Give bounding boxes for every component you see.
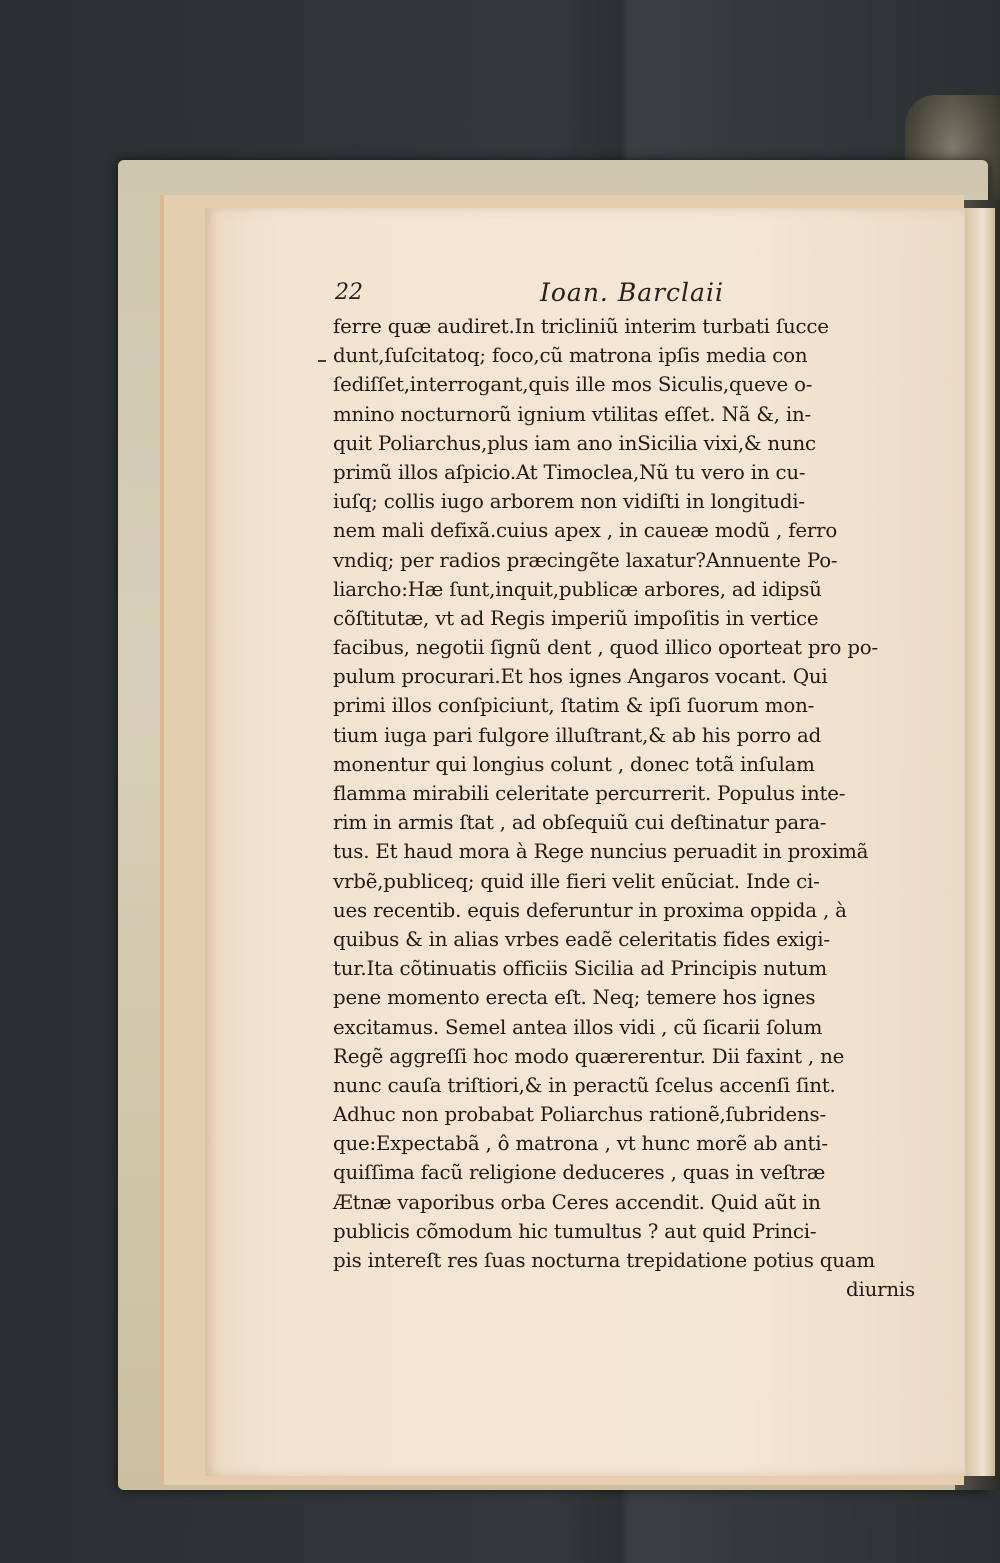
text-line: tium iuga pari fulgore illuſtrant,& ab his porro ad: [333, 723, 822, 747]
text-line: dunt,ſuſcitatoq; foco,cũ matrona ipſis media con: [333, 344, 808, 368]
margin-mark: [318, 360, 326, 362]
text-line: pene momento erecta eſt. Neq; temere hos ignes: [333, 986, 816, 1010]
text-line: flamma mirabili celeritate percurrerit. Populus inte-: [333, 782, 846, 805]
text-line: quiſſima facũ religione deduceres , quas in veſtræ: [333, 1161, 826, 1185]
text-line: nem mali defixã.cuius apex , in caueæ modũ , ferro: [333, 519, 838, 543]
text-line: tur.Ita cõtinuatis officiis Sicilia ad Principis nutum: [333, 957, 827, 981]
text-line: quit Poliarchus,plus iam ano inSicilia vixi,& nunc: [333, 431, 816, 455]
text-line: que:Expectabã , ô matrona , vt hunc morẽ ab anti-: [333, 1132, 828, 1156]
catchword: diurnis: [845, 1278, 915, 1302]
page-fore-edge: [965, 208, 995, 1476]
text-line: tus. Et haud mora à Rege nuncius peruadit in proximã: [333, 840, 869, 864]
text-line: facibus, negotii ſignũ dent , quod illico oporteat pro po-: [333, 636, 878, 660]
text-line: Adhuc non probabat Poliarchus rationẽ,ſubridens-: [333, 1103, 826, 1127]
text-line: quibus & in alias vrbes eadẽ celeritatis fides exigi-: [333, 927, 830, 951]
text-line: primi illos conſpiciunt, ſtatim & ipſi ſuorum mon-: [333, 694, 815, 718]
running-head: [325, 280, 925, 316]
text-line: nunc cauſa triſtiori,& in peractũ ſcelus accenſi ſint.: [333, 1073, 836, 1097]
running-title: Ioan. Barclaii: [540, 278, 724, 307]
text-line: primũ illos aſpicio.At Timoclea,Nũ tu vero in cu-: [333, 460, 806, 484]
text-line: ſediſſet,interrogant,quis ille mos Siculis,queve o-: [333, 373, 813, 397]
text-line: Ætnæ vaporibus orba Ceres accendit. Quid aũt in: [333, 1190, 821, 1214]
text-block: [333, 312, 923, 1304]
text-line: rim in armis ſtat , ad obſequiũ cui deſtinatur para-: [333, 811, 827, 835]
text-line: mnino nocturnorũ ignium vtilitas eſſet. Nã &, in-: [333, 402, 811, 426]
text-line: vrbẽ,publiceq; quid ille fieri velit enũciat. Inde ci-: [333, 869, 820, 893]
text-line: excitamus. Semel antea illos vidi , cũ ſicarii ſolum: [333, 1015, 823, 1039]
text-line: publicis cõmodum hic tumultus ? aut quid Princi-: [333, 1219, 817, 1243]
text-line: Regẽ aggreſſi hoc modo quærerentur. Dii faxint , ne: [333, 1044, 845, 1068]
text-line: iuſq; collis iugo arborem non vidiſti in longitudi-: [333, 490, 805, 514]
text-line: liarcho:Hæ ſunt,inquit,publicæ arbores, ad idipsũ: [333, 577, 822, 601]
text-line: pulum procurari.Et hos ignes Angaros vocant. Qui: [333, 665, 828, 689]
text-line: ues recentib. equis deferuntur in proxima oppida , à: [333, 898, 847, 922]
text-line: monentur qui longius colunt , donec totã inſulam: [333, 752, 815, 776]
text-line: pis intereſt res ſuas nocturna trepidatione potius quam: [333, 1249, 875, 1272]
text-line: cõſtitutæ, vt ad Regis imperiũ impoſitis in vertice: [333, 606, 819, 630]
page-number: 22: [335, 280, 363, 305]
text-line: ferre quæ audiret.In tricliniũ interim turbati ſucce: [333, 315, 829, 338]
text-line: vndiq; per radios præcingẽte laxatur?Annuente Po-: [333, 548, 838, 572]
